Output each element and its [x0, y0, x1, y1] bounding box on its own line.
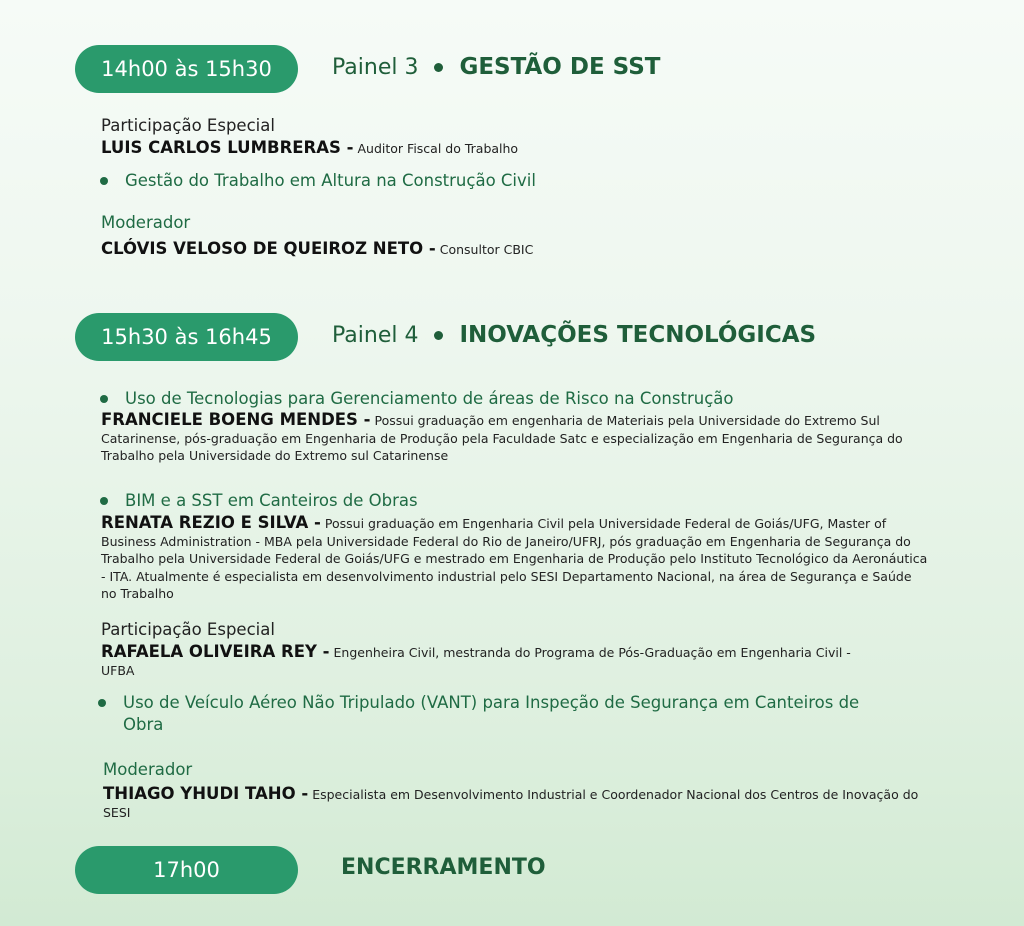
- closing-title: ENCERRAMENTO: [341, 855, 546, 880]
- speaker-name: RAFAELA OLIVEIRA REY -: [101, 642, 330, 661]
- panel4-topic2: [125, 490, 945, 512]
- speaker-name: RENATA REZIO E SILVA -: [101, 513, 321, 532]
- panel4-title: INOVAÇÕES TECNOLÓGICAS: [459, 322, 817, 348]
- bullet-dot-icon: [434, 331, 443, 340]
- panel3-moderator: [101, 240, 931, 259]
- panel4-moderator-label: Moderador: [103, 760, 193, 779]
- speaker-desc: Possui graduação em Engenharia Civil pela Universidade Federal de Goiás/UFG, Master of Business Administration - MBA pela Universidade Federal do Rio de Janeiro/UFRJ, pós graduação em Engenharia de Segurança do Trabalho pela Universidade Federal de Goiás/UFG e mestrado em Engenharia de Produção pelo Instituto Tecnológico da Aeronáutica - ITA. Atualmente é especialista em desenvolvimento industrial pelo SESI Departamento Nacional, na área de Segurança e Saúde no Trabalho: [101, 516, 928, 601]
- closing-time-badge: 17h00: [75, 846, 298, 894]
- panel4-special-label: Participação Especial: [101, 620, 275, 639]
- bullet-dot-icon: [100, 177, 108, 185]
- panel4-speaker3: [101, 643, 861, 679]
- panel4-topic1: [125, 388, 945, 410]
- bullet-dot-icon: [100, 497, 108, 505]
- panel4-label: Painel 4: [332, 322, 419, 348]
- moderator-desc: Consultor CBIC: [439, 242, 534, 257]
- topic-text: Uso de Tecnologias para Gerenciamento de áreas de Risco na Construção: [125, 389, 734, 408]
- panel4-speaker1: [101, 411, 931, 465]
- panel3-special-label: Participação Especial: [101, 116, 275, 135]
- speaker-name: FRANCIELE BOENG MENDES -: [101, 410, 371, 429]
- speaker-desc: Auditor Fiscal do Trabalho: [357, 141, 519, 156]
- panel3-time-badge: 14h00 às 15h30: [75, 45, 298, 93]
- panel3-moderator-label: Moderador: [101, 213, 191, 232]
- bullet-dot-icon: [434, 63, 443, 72]
- speaker-desc: Engenheira Civil, mestranda do Programa de Pós-Graduação em Engenharia Civil - UFBA: [101, 645, 851, 678]
- panel3-heading: [332, 54, 660, 80]
- panel3-label: Painel 3: [332, 54, 419, 80]
- speaker-desc: Possui graduação em engenharia de Materiais pela Universidade do Extremo Sul Catarinense, pós-graduação em Engenharia de Produção pela Faculdade Satc e especialização em Engenharia de Segurança do Trabalho pela Universidade do Extremo sul Catarinense: [101, 413, 903, 463]
- panel4-moderator: [103, 785, 923, 821]
- topic-text: Uso de Veículo Aéreo Não Tripulado (VANT) para Inspeção de Segurança em Canteiros de Obra: [123, 693, 860, 734]
- speaker-name: LUIS CARLOS LUMBRERAS -: [101, 138, 354, 157]
- panel4-time-badge: 15h30 às 16h45: [75, 313, 298, 361]
- panel3-topic: [125, 170, 925, 192]
- panel4-topic3: [123, 692, 883, 736]
- panel3-speaker: [101, 139, 931, 158]
- panel4-heading: [332, 322, 816, 348]
- bullet-dot-icon: [100, 395, 108, 403]
- topic-text: BIM e a SST em Canteiros de Obras: [125, 491, 418, 510]
- panel3-title: GESTÃO DE SST: [459, 54, 661, 80]
- moderator-name: THIAGO YHUDI TAHO -: [103, 784, 309, 803]
- moderator-desc: Especialista em Desenvolvimento Industrial e Coordenador Nacional dos Centros de Inovação do SESI: [103, 787, 919, 820]
- topic-text: Gestão do Trabalho em Altura na Construção Civil: [125, 171, 536, 190]
- moderator-name: CLÓVIS VELOSO DE QUEIROZ NETO -: [101, 239, 436, 258]
- panel4-speaker2: [101, 514, 931, 603]
- bullet-dot-icon: [98, 699, 106, 707]
